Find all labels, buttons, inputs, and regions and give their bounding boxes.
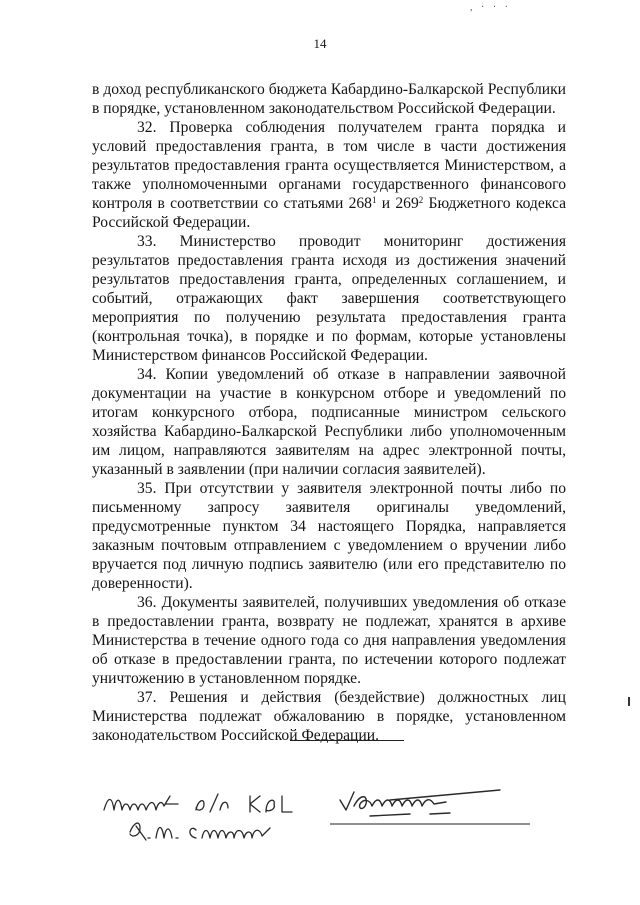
document-body bbox=[92, 80, 566, 745]
closing-divider bbox=[290, 740, 404, 741]
page-number: 14 bbox=[313, 36, 327, 51]
paragraph-32-text-b: и 269 bbox=[376, 195, 419, 212]
scan-top-mark: , · · · bbox=[470, 2, 511, 13]
signature bbox=[330, 780, 530, 830]
paragraph-33: 33. Министерство проводит мониторинг достижения результатов предоставления гранта исходя из достижения значений результатов предоставления гранта, определенных соглашением, и событий, отражающих факт завершения соответствующего мероприятия по получению результата предоставления гранта (контрольная точка), в порядке и по формам, которые установлены Министерством финансов Российской Федерации. bbox=[92, 233, 566, 364]
scan-edge-mark bbox=[628, 697, 630, 706]
paragraph-34: 34. Копии уведомлений об отказе в направлении заявочной документации на участие в конкурсном отборе и уведомлений по итогам конкурсного отбора, подписанные министром сельского хозяйства Кабардино-Балкарской Республики либо уполномоченным им лицом, направляются заявителям на адрес электронной почты, указанный в заявлении (при наличии согласия заявителей). bbox=[92, 366, 566, 478]
paragraph-36: 36. Документы заявителей, получивших уведомления об отказе в предоставлении гранта, возврату не подлежат, хранятся в архиве Министерства в течение одного года со дня направления уведомления об отказе в предоставлении гранта, по истечении которого подлежат уничтожению в установленном порядке. bbox=[92, 594, 566, 687]
paragraph-37: 37. Решения и действия (бездействие) должностных лиц Министерства подлежат обжалованию в порядке, установленном законодательством Российской Федерации. bbox=[92, 689, 566, 744]
paragraph-32-text-a: 32. Проверка соблюдения получателем гранта порядка и условий предоставления гранта, в том числе в части достижения результатов предоставления гранта осуществляется Министерством, а также уполномоченными органами государственного финансового контроля в соответствии со статьями 268 bbox=[92, 119, 566, 212]
superscript-2: 2 bbox=[418, 195, 424, 205]
superscript-1: 1 bbox=[371, 195, 377, 205]
paragraph-32-text-c: Бюджетного кодекса Российской Федерации. bbox=[92, 195, 566, 231]
paragraph-35: 35. При отсутствии у заявителя электронной почты либо по письменному запросу заявителя оригиналы уведомлений, предусмотренные пунктом 34 настоящего Порядка, направляется заказным почтовым отправлением с уведомлением о вручении либо вручается под личную подпись заявителю (или его представителю по доверенности). bbox=[92, 480, 566, 592]
paragraph-32 bbox=[92, 118, 566, 232]
paragraph-continuation: в доход республиканского бюджета Кабардино-Балкарской Республики в порядке, установленном законодательством Российской Федерации. bbox=[92, 81, 566, 117]
handwritten-note bbox=[100, 788, 320, 848]
